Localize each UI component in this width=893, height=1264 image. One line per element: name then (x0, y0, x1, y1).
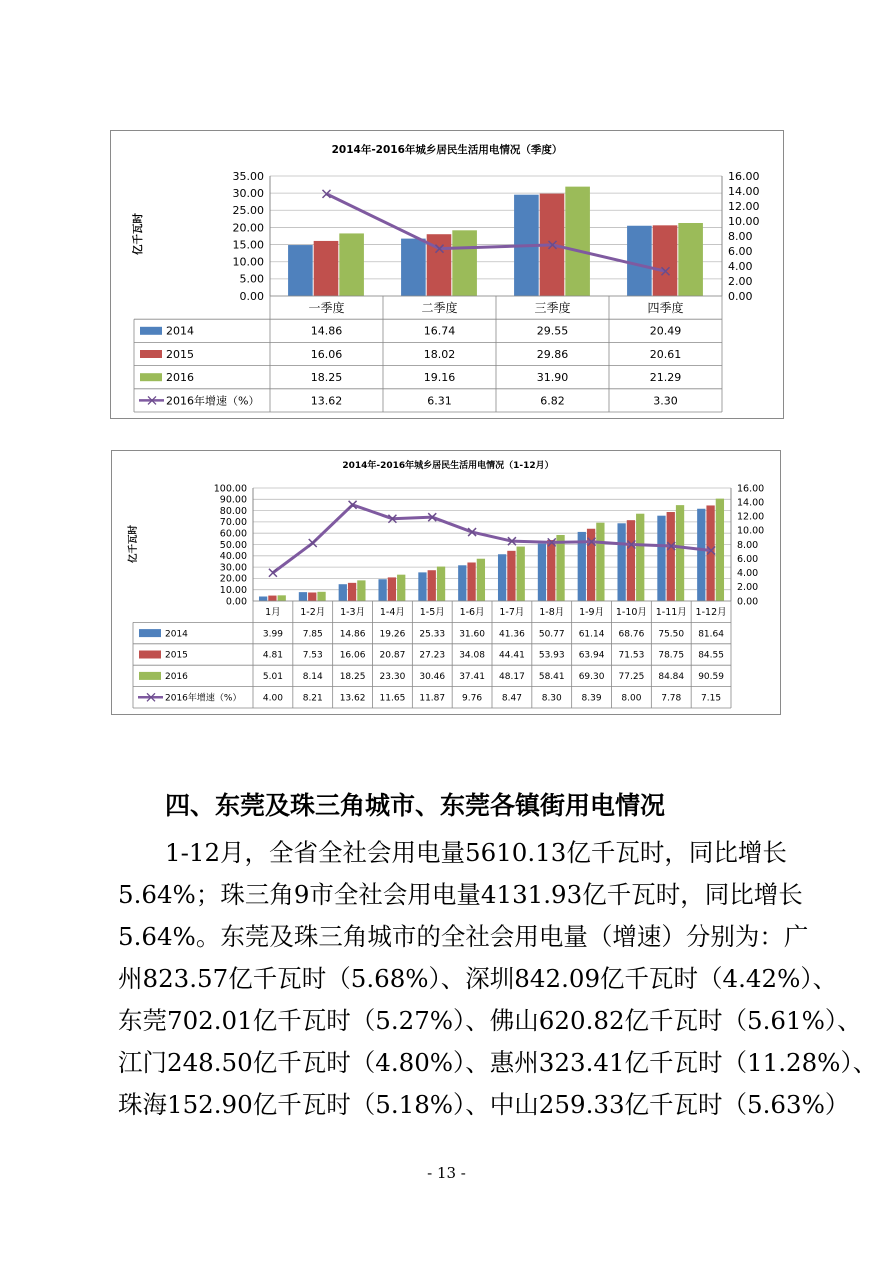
bar-2016 (678, 223, 703, 296)
category-label: 四季度 (647, 300, 684, 315)
bar-2016 (278, 595, 286, 601)
y-tick-label: 20.00 (232, 221, 264, 235)
bar-2016 (477, 559, 485, 601)
bar-2016 (565, 187, 590, 296)
bar-2014 (418, 572, 426, 601)
data-label: 5.01 (262, 672, 283, 683)
growth-rate-point (269, 569, 277, 577)
legend-label: 2016 (165, 672, 188, 683)
category-label: 二季度 (421, 300, 458, 315)
bar-2016 (556, 535, 564, 601)
data-label: 9.76 (462, 693, 483, 704)
paragraph-line: 州823.57亿千瓦时（5.68%）、深圳842.09亿千瓦时（4.42%）、 (118, 964, 838, 993)
data-label: 58.41 (538, 672, 565, 683)
data-label: 18.02 (423, 347, 456, 361)
bar-2014 (288, 245, 313, 296)
legend-label: 2015 (166, 347, 194, 361)
data-label: 20.87 (379, 650, 406, 661)
bar-2014 (538, 544, 546, 601)
data-label: 63.94 (578, 650, 605, 661)
data-label: 4.00 (262, 693, 283, 704)
y2-tick-label: 6.00 (728, 244, 753, 258)
data-label: 71.53 (618, 650, 645, 661)
data-label: 7.78 (661, 693, 682, 704)
chart-title: 2014年-2016年城乡居民生活用电情况（1-12月） (342, 461, 554, 471)
data-label: 81.64 (698, 629, 724, 640)
y-tick-label: 90.00 (219, 494, 247, 506)
legend-swatch-2014 (139, 629, 161, 637)
bar-2016 (676, 505, 684, 601)
paragraph-line: 5.64%。东莞及珠三角城市的全社会用电量（增速）分别为：广 (118, 922, 809, 951)
data-label: 84.55 (698, 650, 724, 661)
bar-2016 (437, 567, 445, 601)
data-label: 6.82 (540, 394, 565, 408)
bar-2014 (299, 592, 307, 601)
y-tick-label: 5.00 (239, 272, 264, 286)
y-tick-label: 70.00 (219, 517, 247, 529)
section-heading: 四、东莞及珠三角城市、东莞各镇街用电情况 (165, 791, 666, 820)
data-label: 7.85 (302, 629, 323, 640)
data-label: 18.25 (310, 371, 343, 385)
bar-2014 (378, 579, 386, 601)
y2-tick-label: 16.00 (737, 483, 765, 495)
y2-tick-label: 12.00 (737, 511, 765, 523)
data-label: 19.16 (423, 371, 456, 385)
y-tick-label: 0.00 (225, 596, 247, 608)
bar-2015 (308, 592, 316, 601)
bar-2016 (339, 233, 364, 296)
legend-label: 2016 (166, 371, 194, 385)
data-label: 77.25 (618, 672, 645, 683)
category-label: 三季度 (534, 300, 571, 315)
data-label: 44.41 (499, 650, 525, 661)
category-label: 1-9月 (579, 607, 605, 619)
bar-2016 (517, 547, 525, 601)
y2-tick-label: 10.00 (737, 525, 765, 537)
y-tick-label: 10.00 (232, 255, 264, 269)
data-label: 69.30 (578, 672, 605, 683)
data-label: 11.65 (379, 693, 406, 704)
data-label: 3.99 (262, 629, 283, 640)
data-label: 7.53 (302, 650, 323, 661)
data-label: 21.29 (649, 371, 682, 385)
y2-tick-label: 16.00 (728, 169, 760, 183)
bar-2015 (268, 596, 276, 601)
y-tick-label: 10.00 (219, 585, 247, 597)
category-label: 1月 (265, 607, 281, 619)
data-label: 14.86 (339, 629, 366, 640)
quarterly-electricity-chart (110, 130, 784, 419)
y-tick-label: 40.00 (219, 551, 247, 563)
bar-2016 (636, 514, 644, 601)
legend-label: 2015 (165, 650, 188, 661)
data-label: 18.25 (339, 672, 366, 683)
legend-swatch-2016 (140, 373, 162, 381)
data-label: 19.26 (379, 629, 406, 640)
data-label: 20.49 (649, 324, 682, 338)
data-label: 16.06 (339, 650, 366, 661)
data-label: 84.84 (658, 672, 685, 683)
data-label: 25.33 (419, 629, 446, 640)
y-axis-label: 亿千瓦时 (128, 524, 139, 564)
data-label: 16.06 (310, 347, 343, 361)
bar-2015 (667, 512, 675, 601)
y-tick-label: 30.00 (232, 186, 264, 200)
y-tick-label: 0.00 (239, 289, 264, 303)
data-label: 8.14 (302, 672, 323, 683)
data-label: 13.62 (339, 693, 366, 704)
paragraph-line: 江门248.50亿千瓦时（4.80%）、惠州323.41亿千瓦时（11.28%）、 (118, 1048, 878, 1077)
monthly-chart-svg (112, 451, 782, 716)
data-label: 31.90 (536, 371, 569, 385)
bar-2016 (596, 523, 604, 601)
chart-title: 2014年-2016年城乡居民生活用电情况（季度） (331, 144, 563, 156)
data-label: 29.86 (536, 347, 569, 361)
y2-tick-label: 10.00 (728, 214, 760, 228)
paragraph-line: 珠海152.90亿千瓦时（5.18%）、中山259.33亿千瓦时（5.63%） (118, 1090, 850, 1119)
bar-2014 (458, 565, 466, 601)
legend-swatch-2014 (140, 327, 162, 335)
data-label: 48.17 (499, 672, 525, 683)
bar-2014 (657, 516, 665, 601)
category-label: 1-3月 (340, 607, 366, 619)
data-label: 8.00 (621, 693, 642, 704)
legend-label: 2016年增速（%） (166, 394, 260, 408)
bar-2015 (467, 562, 475, 601)
data-label: 61.14 (578, 629, 605, 640)
quarterly-chart-svg (111, 131, 785, 420)
bar-2016 (357, 580, 365, 601)
category-label: 1-8月 (539, 607, 565, 619)
legend-label: 2014 (166, 324, 194, 338)
data-label: 8.30 (541, 693, 562, 704)
bar-2014 (498, 554, 506, 601)
growth-rate-point (309, 539, 317, 547)
data-label: 7.15 (701, 693, 722, 704)
category-label: 一季度 (308, 300, 345, 315)
y-tick-label: 15.00 (232, 238, 264, 252)
category-label: 1-10月 (615, 607, 647, 619)
data-label: 53.93 (538, 650, 565, 661)
bar-2014 (259, 596, 267, 601)
y2-tick-label: 14.00 (728, 184, 760, 198)
growth-rate-line (327, 194, 666, 271)
bar-2015 (388, 577, 396, 601)
bar-2014 (697, 509, 705, 601)
bar-2014 (617, 523, 625, 601)
legend-swatch-2016 (139, 672, 161, 680)
data-label: 16.74 (423, 324, 456, 338)
legend-swatch-2015 (139, 651, 161, 659)
y-tick-label: 20.00 (219, 573, 247, 585)
legend-label: 2014 (165, 629, 188, 640)
data-label: 90.59 (698, 672, 724, 683)
y-tick-label: 60.00 (219, 528, 247, 540)
y-tick-label: 100.00 (213, 483, 247, 495)
data-label: 68.76 (618, 629, 645, 640)
y-tick-label: 80.00 (219, 505, 247, 517)
category-label: 1-5月 (419, 607, 445, 619)
data-label: 11.87 (419, 693, 446, 704)
data-label: 23.30 (379, 672, 406, 683)
y2-tick-label: 4.00 (737, 568, 759, 580)
y-tick-label: 25.00 (232, 204, 264, 218)
paragraph-line: 5.64%；珠三角9市全社会用电量4131.93亿千瓦时，同比增长 (118, 880, 803, 909)
y2-tick-label: 14.00 (737, 497, 765, 509)
data-label: 34.08 (459, 650, 485, 661)
data-label: 20.61 (649, 347, 682, 361)
y2-tick-label: 0.00 (737, 596, 759, 608)
category-label: 1-2月 (300, 607, 326, 619)
data-label: 75.50 (658, 629, 685, 640)
bar-2015 (627, 520, 635, 601)
data-label: 8.39 (581, 693, 602, 704)
legend-label: 2016年增速（%） (165, 693, 242, 704)
bar-2016 (317, 592, 325, 601)
paragraph-line: 东莞702.01亿千瓦时（5.27%）、佛山620.82亿千瓦时（5.61%）、 (118, 1006, 862, 1035)
bar-2014 (627, 226, 652, 296)
y2-tick-label: 4.00 (728, 259, 753, 273)
bar-2015 (314, 241, 339, 296)
data-label: 8.47 (501, 693, 522, 704)
y2-tick-label: 6.00 (737, 553, 759, 565)
y2-tick-label: 12.00 (728, 199, 760, 213)
y2-tick-label: 2.00 (728, 274, 753, 288)
category-label: 1-11月 (655, 607, 687, 619)
data-label: 3.30 (653, 394, 678, 408)
y2-tick-label: 0.00 (728, 289, 753, 303)
y-tick-label: 50.00 (219, 539, 247, 551)
data-label: 37.41 (459, 672, 485, 683)
bar-2015 (507, 551, 515, 601)
bar-2014 (401, 239, 426, 296)
y2-tick-label: 8.00 (737, 539, 759, 551)
category-label: 1-12月 (695, 607, 727, 619)
bar-2016 (716, 499, 724, 601)
bar-2015 (653, 225, 678, 296)
y2-tick-label: 2.00 (737, 582, 759, 594)
bar-2014 (339, 584, 347, 601)
monthly-electricity-chart (111, 450, 781, 715)
y2-tick-label: 8.00 (728, 229, 753, 243)
data-label: 31.60 (459, 629, 485, 640)
data-label: 30.46 (419, 672, 446, 683)
data-label: 78.75 (658, 650, 685, 661)
data-label: 41.36 (499, 629, 525, 640)
data-label: 8.21 (302, 693, 323, 704)
category-label: 1-4月 (379, 607, 405, 619)
legend-swatch-2015 (140, 350, 162, 358)
y-tick-label: 30.00 (219, 562, 247, 574)
bar-2016 (397, 575, 405, 601)
data-label: 13.62 (310, 394, 343, 408)
bar-2015 (348, 583, 356, 601)
data-label: 4.81 (262, 650, 283, 661)
growth-rate-line (273, 505, 711, 573)
data-label: 6.31 (427, 394, 452, 408)
category-label: 1-7月 (499, 607, 525, 619)
data-label: 50.77 (538, 629, 565, 640)
bar-2015 (547, 540, 555, 601)
y-axis-label: 亿千瓦时 (132, 213, 144, 255)
page-number: - 13 - (427, 1164, 466, 1182)
bar-2016 (452, 230, 477, 296)
category-label: 1-6月 (459, 607, 485, 619)
bar-2015 (428, 570, 436, 601)
data-label: 14.86 (310, 324, 343, 338)
data-label: 27.23 (419, 650, 446, 661)
y-tick-label: 35.00 (232, 169, 264, 183)
data-label: 29.55 (536, 324, 569, 338)
paragraph-line: 1-12月，全省全社会用电量5610.13亿千瓦时，同比增长 (165, 838, 787, 867)
